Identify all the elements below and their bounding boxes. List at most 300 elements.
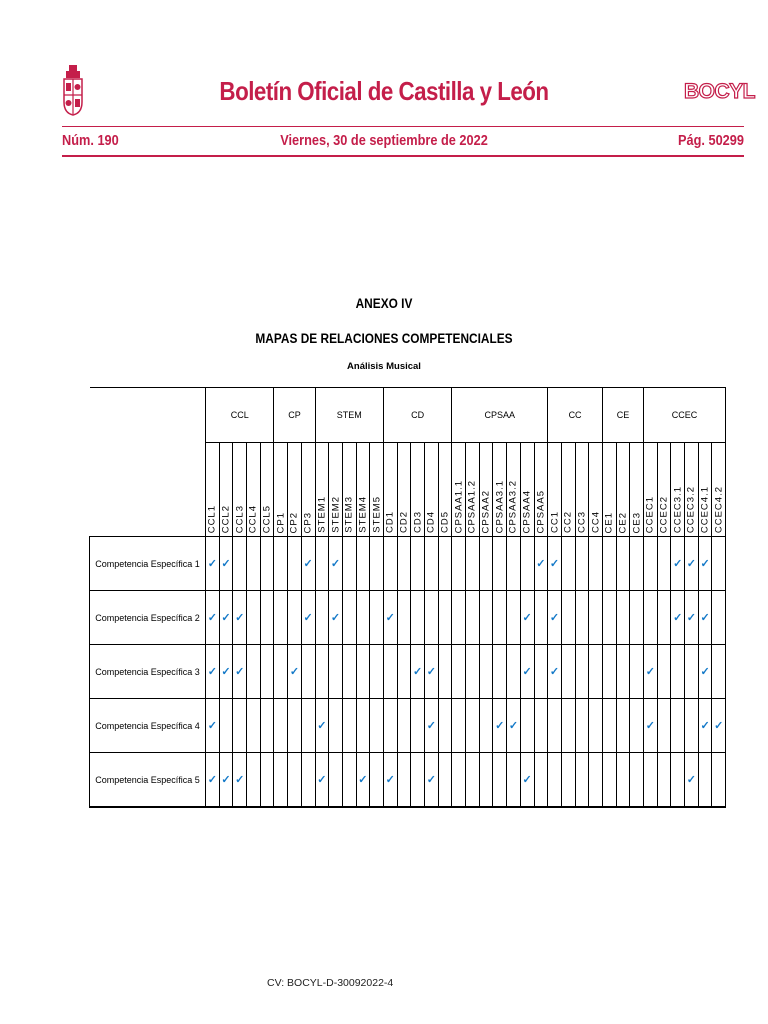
map-cell: [452, 537, 466, 591]
descriptor-label: CPSAA1.1: [453, 479, 465, 533]
map-cell: [397, 537, 411, 591]
map-cell: [698, 699, 712, 753]
map-cell: [233, 645, 247, 699]
map-cell: [342, 699, 356, 753]
map-cell: [383, 753, 397, 808]
map-cell: [534, 699, 548, 753]
map-cell: [356, 537, 370, 591]
map-cell: [425, 753, 439, 808]
descriptor-header: [698, 443, 712, 537]
map-cell: [219, 591, 233, 645]
check-icon: ✓: [700, 720, 710, 732]
map-cell: [685, 753, 699, 808]
check-icon: ✓: [673, 612, 683, 624]
check-icon: ✓: [317, 720, 327, 732]
group-header: CPSAA: [452, 388, 548, 443]
descriptor-header: [247, 443, 261, 537]
map-cell: [438, 645, 452, 699]
map-cell: [411, 753, 425, 808]
map-cell: [397, 753, 411, 808]
map-cell: [383, 645, 397, 699]
descriptor-label: CC4: [590, 510, 602, 533]
descriptor-label: CE2: [617, 511, 629, 533]
map-cell: [233, 537, 247, 591]
map-cell: [438, 591, 452, 645]
check-icon: ✓: [522, 666, 532, 678]
map-cell: [370, 753, 384, 808]
check-icon: ✓: [495, 720, 505, 732]
map-cell: [575, 645, 589, 699]
map-cell: [644, 537, 658, 591]
publication-title: Boletín Oficial de Castilla y León: [219, 76, 549, 106]
map-cell: [644, 591, 658, 645]
map-cell: [288, 753, 302, 808]
map-cell: [589, 591, 603, 645]
map-cell: [493, 753, 507, 808]
descriptor-label: CC3: [576, 510, 588, 533]
check-icon: ✓: [289, 666, 300, 678]
descriptor-label: STEM4: [357, 496, 369, 533]
map-cell: [425, 591, 439, 645]
annex-subtitle: MAPAS DE RELACIONES COMPETENCIALES: [255, 331, 513, 346]
map-cell: [411, 591, 425, 645]
map-cell: [411, 537, 425, 591]
map-cell: [520, 699, 534, 753]
map-cell: [520, 591, 534, 645]
map-cell: [370, 537, 384, 591]
map-cell: [630, 537, 644, 591]
check-icon: ✓: [426, 666, 436, 678]
map-cell: [671, 645, 685, 699]
map-cell: [534, 645, 548, 699]
map-cell: [260, 753, 274, 808]
map-cell: [575, 591, 589, 645]
descriptor-label: CCL4: [247, 504, 259, 533]
check-icon: ✓: [536, 558, 546, 570]
row-label: Competencia Específica 4: [90, 699, 206, 753]
descriptor-header: [315, 443, 329, 537]
map-cell: [342, 645, 356, 699]
row-label: Competencia Específica 2: [90, 591, 206, 645]
descriptor-label: STEM1: [316, 496, 328, 533]
map-cell: [589, 537, 603, 591]
map-cell: [548, 591, 562, 645]
page-number: Pág. 50299: [678, 133, 744, 149]
competency-map-table: [89, 387, 726, 808]
map-cell: [657, 537, 671, 591]
map-cell: [466, 753, 480, 808]
map-cell: [479, 645, 493, 699]
descriptor-header: [657, 443, 671, 537]
group-header: CP: [274, 388, 315, 443]
map-cell: [370, 591, 384, 645]
map-cell: [301, 645, 315, 699]
map-cell: [589, 699, 603, 753]
map-cell: [644, 699, 658, 753]
map-cell: [616, 699, 630, 753]
map-cell: [301, 591, 315, 645]
map-cell: [712, 699, 726, 753]
check-icon: ✓: [221, 666, 231, 678]
map-cell: [507, 699, 521, 753]
map-cell: [602, 537, 616, 591]
check-icon: ✓: [385, 612, 395, 624]
check-icon: ✓: [426, 774, 436, 786]
map-cell: [712, 645, 726, 699]
map-cell: [493, 591, 507, 645]
check-icon: ✓: [235, 774, 245, 786]
descriptor-label: STEM3: [343, 496, 355, 533]
descriptor-label: CC1: [549, 510, 561, 533]
check-icon: ✓: [330, 558, 341, 570]
map-cell: [561, 537, 575, 591]
descriptor-label: CD3: [412, 510, 424, 533]
map-cell: [233, 753, 247, 808]
check-icon: ✓: [207, 774, 217, 786]
map-cell: [274, 753, 288, 808]
row-label: Competencia Específica 5: [90, 753, 206, 808]
table-row: [90, 591, 726, 645]
descriptor-label: STEM5: [371, 496, 383, 533]
map-cell: [397, 699, 411, 753]
descriptor-label: CE1: [603, 511, 615, 533]
map-cell: [383, 699, 397, 753]
descriptor-label: CPSAA4: [521, 489, 533, 533]
check-icon: ✓: [207, 612, 217, 624]
map-cell: [644, 645, 658, 699]
descriptor-label: CP1: [275, 511, 287, 533]
map-cell: [561, 753, 575, 808]
check-icon: ✓: [700, 558, 710, 570]
descriptor-header: [561, 443, 575, 537]
map-cell: [630, 699, 644, 753]
check-icon: ✓: [522, 612, 532, 624]
map-cell: [534, 753, 548, 808]
map-cell: [712, 753, 726, 808]
descriptor-label: CCL2: [220, 504, 232, 533]
check-icon: ✓: [673, 558, 683, 570]
map-cell: [507, 537, 521, 591]
map-cell: [479, 699, 493, 753]
map-cell: [206, 537, 220, 591]
map-cell: [534, 591, 548, 645]
check-icon: ✓: [645, 666, 655, 678]
descriptor-label: CCEC3.2: [685, 485, 697, 533]
map-cell: [479, 591, 493, 645]
map-cell: [452, 753, 466, 808]
descriptor-label: CPSAA2: [480, 489, 492, 533]
map-cell: [315, 591, 329, 645]
map-cell: [260, 591, 274, 645]
table-row: [90, 537, 726, 591]
map-cell: [616, 645, 630, 699]
descriptor-header: [219, 443, 233, 537]
map-cell: [493, 537, 507, 591]
group-header: CE: [602, 388, 643, 443]
map-cell: [342, 753, 356, 808]
map-cell: [288, 591, 302, 645]
check-icon: ✓: [207, 720, 217, 732]
descriptor-header: [329, 443, 343, 537]
map-cell: [698, 591, 712, 645]
check-icon: ✓: [549, 666, 560, 678]
descriptor-label: CC2: [562, 510, 574, 533]
map-cell: [356, 699, 370, 753]
descriptor-header: [274, 443, 288, 537]
descriptor-header: [206, 443, 220, 537]
map-cell: [219, 699, 233, 753]
descriptor-label: CCEC4.2: [713, 485, 725, 533]
descriptor-label: CPSAA1.2: [466, 479, 478, 533]
map-cell: [425, 699, 439, 753]
descriptor-label: CD5: [439, 510, 451, 533]
descriptor-label: CD2: [398, 510, 410, 533]
descriptor-label: CPSAA3.1: [494, 479, 506, 533]
check-icon: ✓: [330, 612, 341, 624]
descriptor-header: [356, 443, 370, 537]
descriptor-label: CCEC4.1: [699, 485, 711, 533]
map-cell: [206, 699, 220, 753]
descriptor-header: [288, 443, 302, 537]
descriptor-header: [520, 443, 534, 537]
map-cell: [520, 645, 534, 699]
map-cell: [602, 753, 616, 808]
map-cell: [274, 537, 288, 591]
descriptor-label: CCEC1: [644, 495, 656, 533]
map-cell: [575, 753, 589, 808]
descriptor-header: [644, 443, 658, 537]
map-cell: [466, 537, 480, 591]
map-cell: [425, 537, 439, 591]
map-cell: [233, 699, 247, 753]
map-cell: [616, 537, 630, 591]
map-cell: [274, 645, 288, 699]
check-icon: ✓: [645, 720, 655, 732]
descriptor-header: [534, 443, 548, 537]
cv-code: CV: BOCYL-D-30092022-4: [267, 977, 394, 989]
header-rule-bottom: [62, 155, 744, 157]
map-cell: [657, 645, 671, 699]
map-cell: [315, 699, 329, 753]
check-icon: ✓: [714, 720, 724, 732]
map-cell: [657, 753, 671, 808]
check-icon: ✓: [221, 774, 231, 786]
descriptor-header: [575, 443, 589, 537]
map-cell: [383, 537, 397, 591]
check-icon: ✓: [549, 612, 560, 624]
map-cell: [548, 645, 562, 699]
map-cell: [329, 753, 343, 808]
check-icon: ✓: [385, 774, 395, 786]
descriptor-label: STEM2: [330, 496, 342, 533]
map-cell: [329, 591, 343, 645]
map-cell: [425, 645, 439, 699]
descriptor-header: [479, 443, 493, 537]
map-cell: [301, 537, 315, 591]
map-cell: [288, 699, 302, 753]
header-rule: [62, 126, 744, 127]
map-cell: [685, 699, 699, 753]
descriptor-header: [342, 443, 356, 537]
check-icon: ✓: [522, 774, 532, 786]
map-cell: [397, 591, 411, 645]
bocyl-logo: BOCYL: [684, 80, 755, 103]
map-cell: [247, 699, 261, 753]
map-cell: [698, 537, 712, 591]
map-cell: [438, 537, 452, 591]
map-cell: [671, 753, 685, 808]
group-header: CC: [548, 388, 603, 443]
map-cell: [301, 753, 315, 808]
check-icon: ✓: [549, 558, 560, 570]
map-cell: [575, 537, 589, 591]
map-cell: [206, 591, 220, 645]
check-icon: ✓: [358, 774, 368, 786]
map-cell: [370, 645, 384, 699]
check-icon: ✓: [303, 558, 313, 570]
map-cell: [493, 699, 507, 753]
map-cell: [507, 645, 521, 699]
map-cell: [561, 699, 575, 753]
descriptor-label: CD1: [384, 510, 396, 533]
descriptor-header: [616, 443, 630, 537]
descriptor-label: CP2: [288, 511, 300, 533]
map-cell: [685, 537, 699, 591]
map-cell: [206, 645, 220, 699]
map-cell: [561, 591, 575, 645]
descriptor-label: CPSAA5: [535, 489, 547, 533]
map-cell: [698, 645, 712, 699]
descriptor-header: [630, 443, 644, 537]
descriptor-header: [411, 443, 425, 537]
descriptor-label: CP3: [302, 511, 314, 533]
map-cell: [288, 645, 302, 699]
map-cell: [520, 753, 534, 808]
map-cell: [315, 753, 329, 808]
descriptor-label: CD4: [425, 510, 437, 533]
map-cell: [301, 699, 315, 753]
map-cell: [479, 753, 493, 808]
group-header: CCL: [206, 388, 274, 443]
check-icon: ✓: [221, 612, 231, 624]
check-icon: ✓: [207, 666, 217, 678]
table-row: [90, 753, 726, 808]
map-cell: [452, 645, 466, 699]
descriptor-header: [370, 443, 384, 537]
map-cell: [466, 645, 480, 699]
map-cell: [288, 537, 302, 591]
descriptor-header: [301, 443, 315, 537]
map-cell: [602, 645, 616, 699]
map-cell: [411, 699, 425, 753]
map-cell: [507, 753, 521, 808]
map-cell: [520, 537, 534, 591]
group-header: CD: [383, 388, 451, 443]
map-cell: [247, 591, 261, 645]
map-cell: [602, 591, 616, 645]
map-cell: [315, 537, 329, 591]
descriptor-header: [548, 443, 562, 537]
map-cell: [671, 537, 685, 591]
map-cell: [534, 537, 548, 591]
map-cell: [315, 645, 329, 699]
check-icon: ✓: [426, 720, 436, 732]
map-cell: [466, 591, 480, 645]
map-cell: [356, 591, 370, 645]
descriptor-header: [712, 443, 726, 537]
map-cell: [698, 753, 712, 808]
annex-title: ANEXO IV: [355, 296, 413, 311]
map-cell: [466, 699, 480, 753]
map-cell: [260, 645, 274, 699]
map-cell: [657, 699, 671, 753]
descriptor-header: [425, 443, 439, 537]
descriptor-header: [493, 443, 507, 537]
map-cell: [630, 591, 644, 645]
map-cell: [219, 537, 233, 591]
check-icon: ✓: [686, 558, 697, 570]
map-cell: [548, 753, 562, 808]
map-cell: [233, 591, 247, 645]
map-cell: [247, 645, 261, 699]
descriptor-header: [507, 443, 521, 537]
map-cell: [247, 537, 261, 591]
map-cell: [219, 645, 233, 699]
check-icon: ✓: [235, 666, 245, 678]
check-icon: ✓: [221, 558, 231, 570]
map-cell: [452, 699, 466, 753]
map-cell: [602, 699, 616, 753]
group-header: STEM: [315, 388, 383, 443]
check-icon: ✓: [700, 666, 710, 678]
check-icon: ✓: [700, 612, 710, 624]
map-cell: [671, 591, 685, 645]
descriptor-header: [233, 443, 247, 537]
map-cell: [274, 699, 288, 753]
map-cell: [630, 645, 644, 699]
descriptor-header: [671, 443, 685, 537]
issue-date: Viernes, 30 de septiembre de 2022: [280, 133, 488, 149]
map-cell: [548, 699, 562, 753]
check-icon: ✓: [508, 720, 519, 732]
map-cell: [507, 591, 521, 645]
descriptor-header: [685, 443, 699, 537]
descriptor-label: CCL3: [234, 504, 246, 533]
map-cell: [219, 753, 233, 808]
subject-title: Análisis Musical: [347, 361, 421, 372]
descriptor-header: [260, 443, 274, 537]
map-cell: [589, 753, 603, 808]
row-label: Competencia Específica 3: [90, 645, 206, 699]
descriptor-label: CCEC3.1: [672, 485, 684, 533]
map-cell: [342, 591, 356, 645]
map-cell: [260, 537, 274, 591]
descriptor-label: CCEC2: [658, 495, 670, 533]
map-cell: [685, 591, 699, 645]
descriptor-header: [602, 443, 616, 537]
check-icon: ✓: [207, 558, 217, 570]
group-header: CCEC: [644, 388, 726, 443]
check-icon: ✓: [686, 774, 697, 786]
map-cell: [206, 753, 220, 808]
descriptor-header: [589, 443, 603, 537]
map-cell: [356, 645, 370, 699]
table-row: [90, 645, 726, 699]
map-cell: [397, 645, 411, 699]
map-cell: [342, 537, 356, 591]
map-cell: [274, 591, 288, 645]
map-cell: [247, 753, 261, 808]
